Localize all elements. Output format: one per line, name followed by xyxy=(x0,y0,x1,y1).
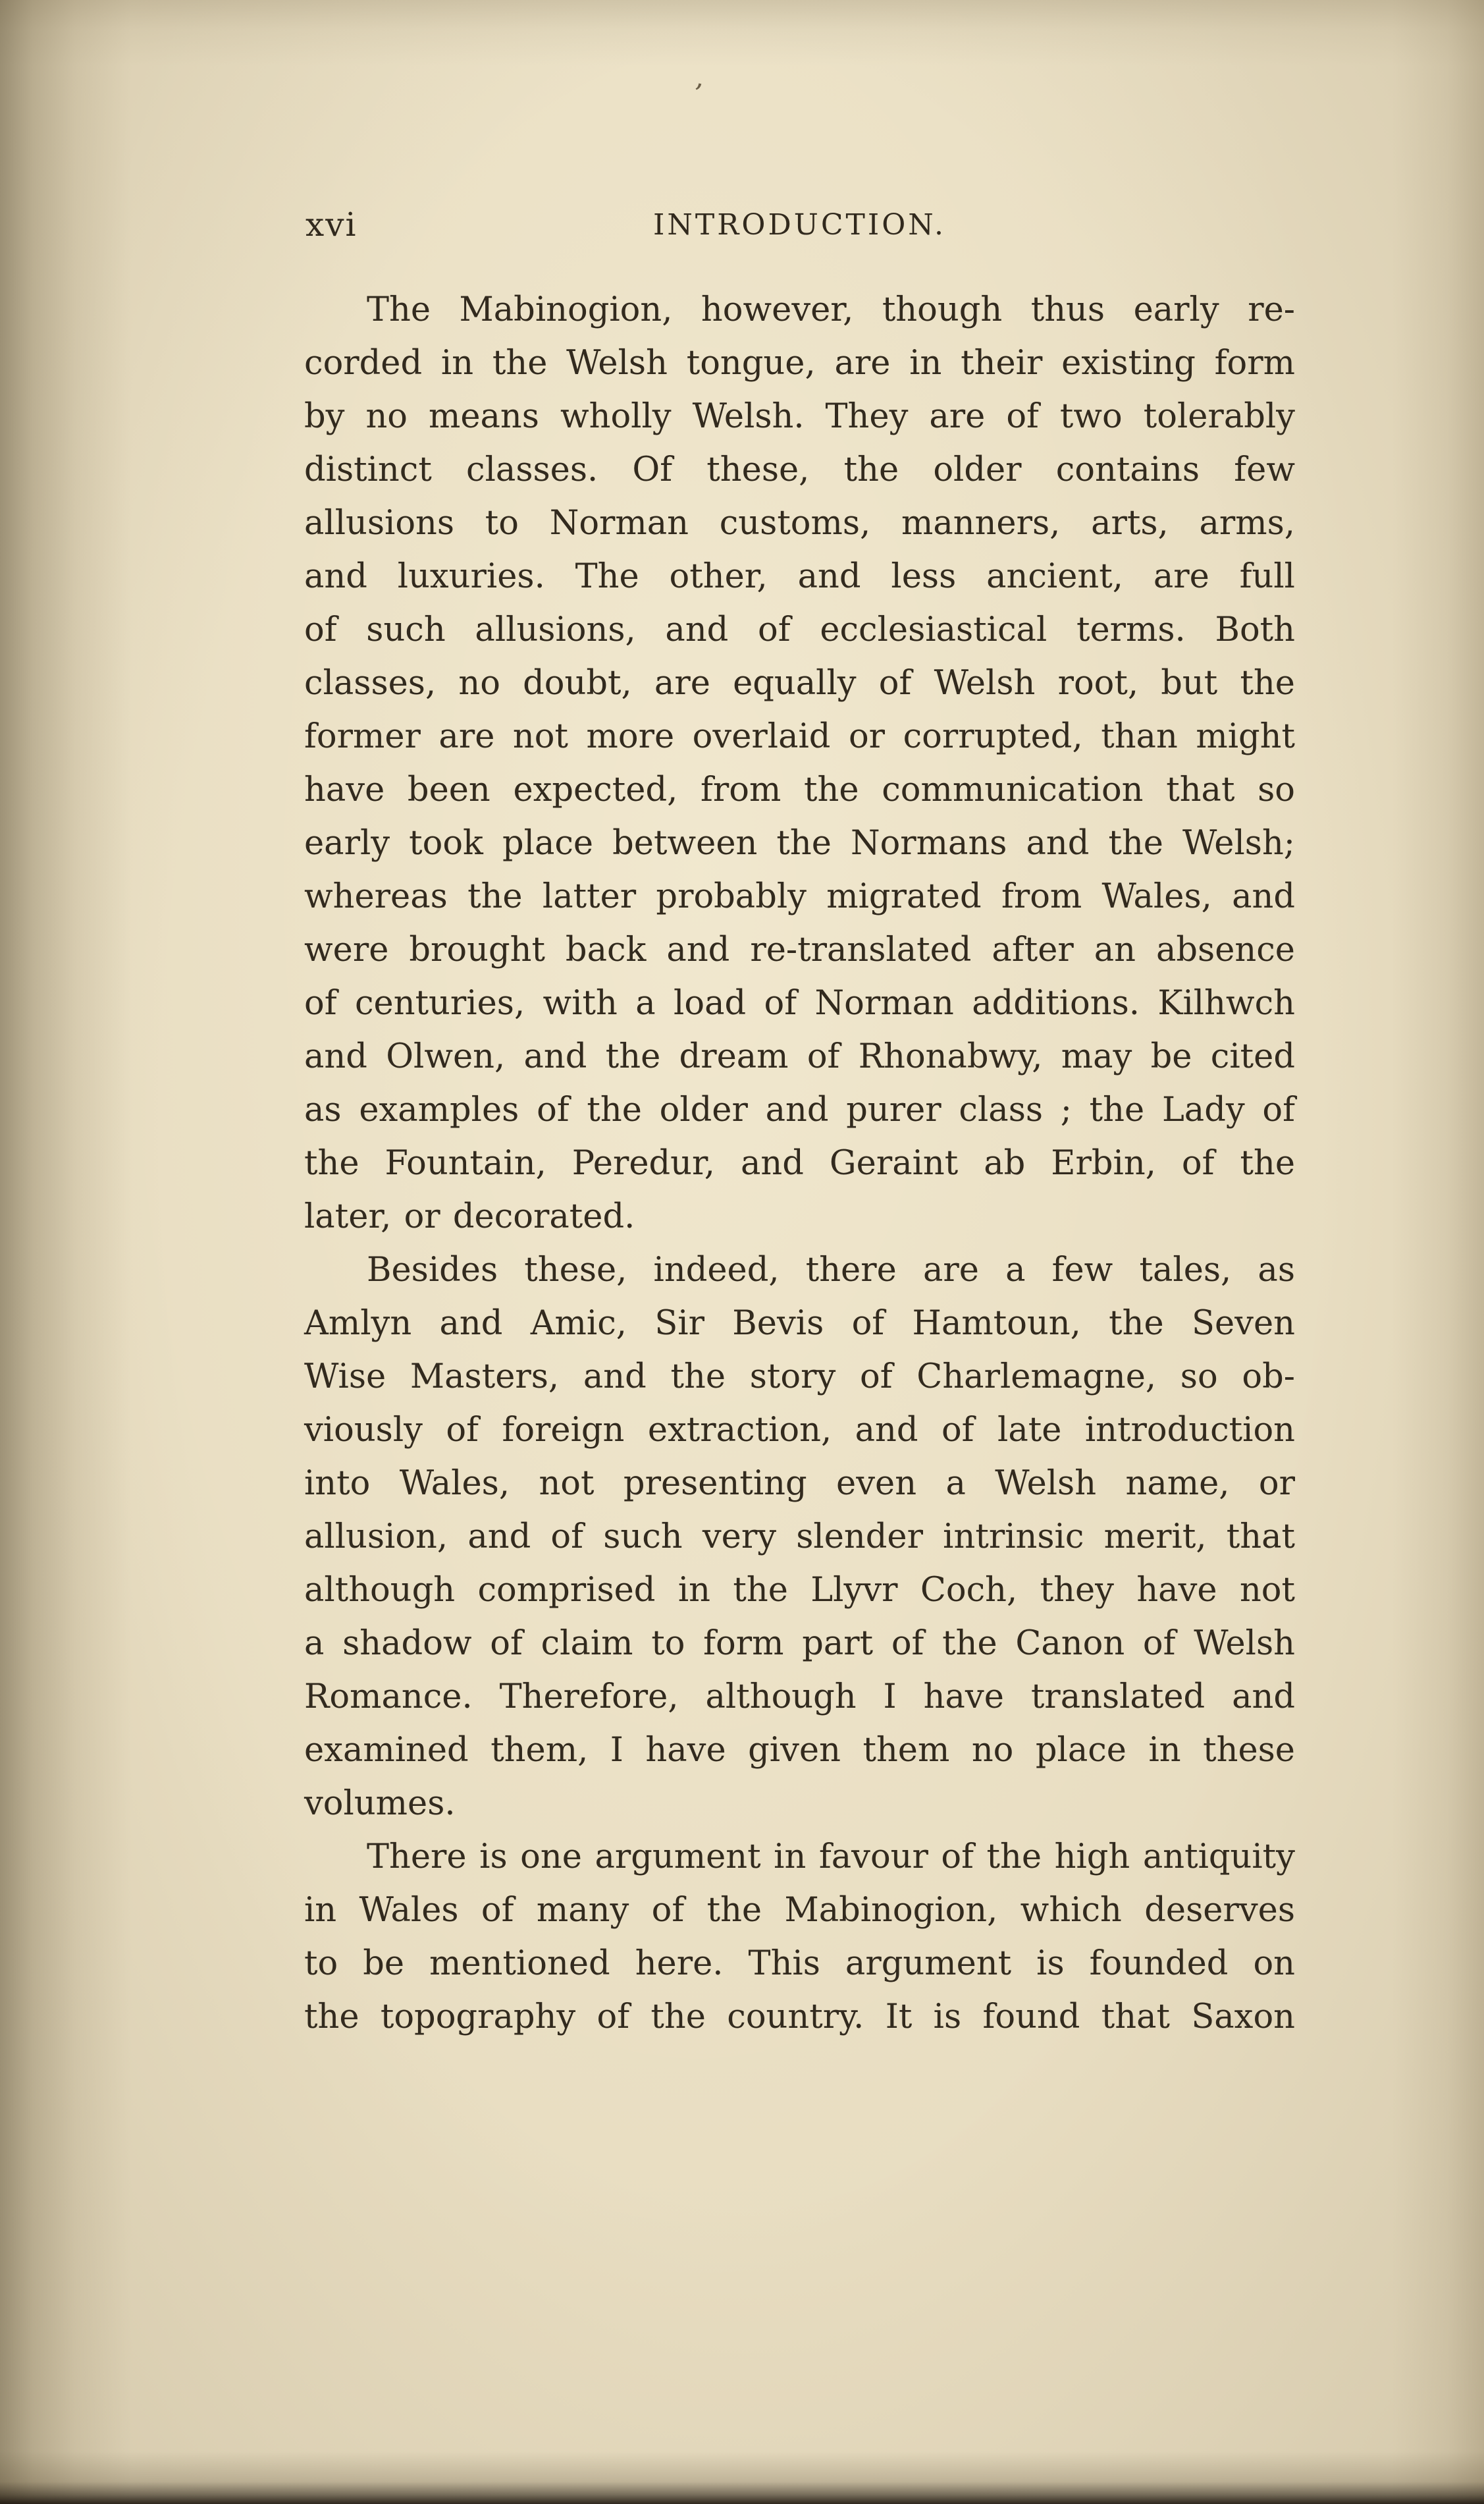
paragraph xyxy=(304,1243,1295,1830)
text-line: corded in the Welsh tongue, are in their existing form xyxy=(304,344,1295,383)
text-line: and luxuries. The other, and less ancient, are full xyxy=(304,557,1295,596)
text-line: have been expected, from the communication that so xyxy=(304,771,1295,809)
text-line: although comprised in the Llyvr Coch, they have not xyxy=(304,1571,1295,1610)
page-header xyxy=(304,202,1295,248)
text-line: The Mabinogion, however, though thus early re- xyxy=(367,290,1295,329)
text-line: allusion, and of such very slender intrinsic merit, that xyxy=(304,1517,1295,1556)
text-line: former are not more overlaid or corrupted, than might xyxy=(304,717,1295,756)
text-line: to be mentioned here. This argument is founded on xyxy=(304,1944,1295,1983)
text-line: were brought back and re-translated after an absence xyxy=(304,931,1295,969)
text-line: early took place between the Normans and the Welsh; xyxy=(304,824,1295,863)
text-line: Wise Masters, and the story of Charlemagne, so ob- xyxy=(304,1357,1295,1396)
text-line: distinct classes. Of these, the older contains few xyxy=(304,450,1295,489)
text-line: of centuries, with a load of Norman additions. Kilhwch xyxy=(304,984,1295,1023)
text-line: a shadow of claim to form part of the Canon of Welsh xyxy=(304,1624,1295,1663)
text-line: and Olwen, and the dream of Rhonabwy, may be cited xyxy=(304,1037,1295,1076)
paragraph xyxy=(304,283,1295,1243)
page-number: xvi xyxy=(305,205,358,244)
running-header: INTRODUCTION. xyxy=(653,208,946,242)
text-line: the Fountain, Peredur, and Geraint ab Erbin, of the xyxy=(304,1144,1295,1183)
paragraph xyxy=(304,1830,1295,2044)
text-block xyxy=(304,283,1295,2044)
text-line: later, or decorated. xyxy=(304,1197,635,1236)
text-line: by no means wholly Welsh. They are of two tolerably xyxy=(304,397,1295,436)
text-line: There is one argument in favour of the high antiquity xyxy=(367,1837,1295,1876)
text-line: Amlyn and Amic, Sir Bevis of Hamtoun, the Seven xyxy=(304,1304,1295,1343)
text-line: of such allusions, and of ecclesiastical terms. Both xyxy=(304,611,1295,649)
text-line: volumes. xyxy=(304,1784,456,1823)
text-line: whereas the latter probably migrated from Wales, and xyxy=(304,877,1295,916)
text-line: Besides these, indeed, there are a few tales, as xyxy=(367,1251,1295,1290)
text-line: classes, no doubt, are equally of Welsh root, but the xyxy=(304,664,1295,703)
scan-artifact-mark: ’ xyxy=(689,77,705,111)
text-line: viously of foreign extraction, and of late introduction xyxy=(304,1411,1295,1450)
text-line: the topography of the country. It is found that Saxon xyxy=(304,1998,1295,2036)
text-line: allusions to Norman customs, manners, arts, arms, xyxy=(304,504,1295,543)
text-line: in Wales of many of the Mabinogion, which deserves xyxy=(304,1891,1295,1930)
text-line: Romance. Therefore, although I have translated and xyxy=(304,1677,1295,1716)
text-line: examined them, I have given them no place in these xyxy=(304,1731,1295,1770)
text-line: as examples of the older and purer class ; the Lady of xyxy=(304,1091,1295,1130)
text-line: into Wales, not presenting even a Welsh name, or xyxy=(304,1464,1295,1503)
